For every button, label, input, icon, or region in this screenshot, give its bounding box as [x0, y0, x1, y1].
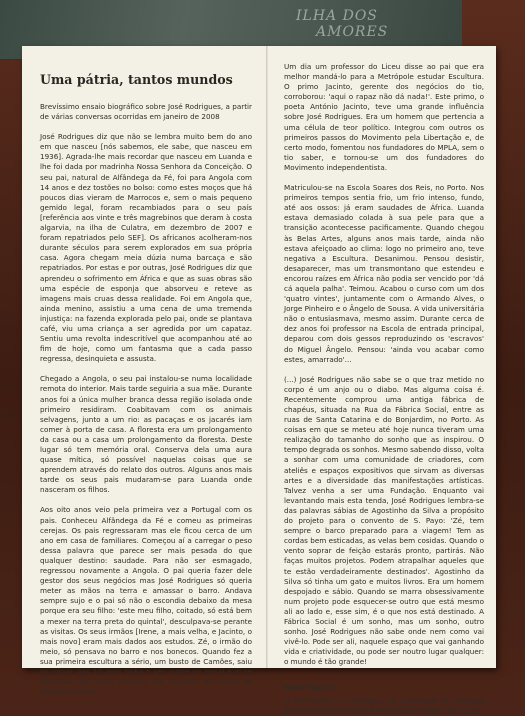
- paragraph: Matriculou-se na Escola Soares dos Reis, no Porto. Nos primeiros tempos sentia frio, um frio intenso, fundo, até aos ossos: já eram saudades de África. Luanda estava demasiado colada à sua pele para que a transição acontecesse pacificamente. Quando chegou às Belas Artes, alguns anos mais tarde, ainda não estava afeiçoado ao clima: logo no primeiro ano, teve negativa a Escultura. Desanimou. Pensou desistir, desaparecer, mas um transmontano que estendeu e encorou raízes em África não podia ser vencido por 'dá cá aquela palha'. Teimou. Acabou o curso com um dos 'quatro vintes', juntamente com o Armando Alves, o Jorge Pinheiro e o Ângelo de Sousa. A vida universitária não o entusiasmava, mesmo assim. Durante cerca de dez anos foi professor na Escola de entrada principal, deparou com dois gessos reproduzindo os 'escravos' do Miguel Ângelo. Pensou: 'ainda vou acabar como estes, amarrado'...: [284, 183, 484, 364]
- left-column: [40, 62, 252, 707]
- right-column: [284, 62, 484, 716]
- paragraph: José Rodrigues diz que não se lembra muito bem do ano em que nasceu [nós sabemos, ele sabe, que nasceu em 1936]. Agrada-lhe mais recordar que nasceu em Luanda e lhe foi dada por madrinha Nossa Senhora da Conceição. O seu pai, natural de Alfândega da Fé, foi para Angola com 14 anos e dez tostões no bolso: como estes moços que há poucos dias vieram de Marrocos e, sem o mais pequeno gemido legal, foram recambiados para o seu país [referência aos vinte e três magrebinos que deram à costa algarvia, na ilha de Culatra, em dezembro de 2007 e foram repatriados pelo SEF]. Os africanos acolheram-nos durante séculos para serem explorados em sua própria casa. Agora chegam meia dúzia numa barcaça e são repatriados. Por estas e por outras, José Rodrigues diz que aprendeu o sofrimento em África e que as suas obras são uma espécie de esponja que absorveu e reteve as imagens mais cruas dessa realidade. Foi em Angola que, ainda menino, assistiu a uma cena de uma tremenda injustiça: na fazenda explorada pelo pai, onde se plantava café, viu uma criança a ser agredida por um capataz. Sentiu uma revolta indescritível que acompanhou até ao fim de hoje, como um fantasma que a cada passo regressa, desinquieta e assusta.: [40, 132, 252, 364]
- paragraph: Um dia um professor do Liceu disse ao pai que era melhor mandá-lo para a Metrópole estudar Escultura. O primo Jacinto, gerente dos negócios do tio, corroborou: 'aqui o rapaz não dá nada!'. Este primo, o poeta António Jacinto, teve uma grande influência sobre José Rodrigues. Era um homem que pertencia a uma célula de teor político. Integrou com outros os primeiros passos do Movimento pela Libertação e, de certo modo, fomentou nos fundadores do MPLA, sem o tio saber, e tornou-se um dos fundadores do Movimento independentista.: [284, 62, 484, 172]
- paragraph: (...) José Rodrigues não sabe se o que traz metido no corpo é um anjo ou o diabo. Mas alguma coisa é. Recentemente comprou uma antiga fábrica de chapéus, situada na Rua da Fábrica Social, entre as ruas de Santa Catarina e do Bonjardim, no Porto. As coisas em que se meteu até hoje nunca tiveram uma realização do tamanho do sonho que as inspirou. O tempo degrada os sonhos. Mesmo sabendo disso, volta a sonhar com uma comunidade de criadores, com ateliês e espaços expositivos que sirvam as diversas artes e a diversidade das manifestações artísticas. Talvez venha a ser uma Fundação. Enquanto vai levantando mais esta tenda, José Rodrigues lembra-se das palavras sábias de Agostinho da Silva a propósito do projeto para o convento de S. Payo: 'Zé, tem sempre o barco preparado para a viagem! Tem as cordas bem esticadas, as velas bem cosidas. Quando o vento soprar de feição estarás pronto, partirás. Não faças muitos projetos. Podem atrapalhar aqueles que te estão verdadeiramente destinados'. Agostinho da Silva só tinha um gato e muitos livros. Era um homem despojado e sábio. Quando se marra obsessivamente num projeto pode esquecer-se outro que está mesmo ali ao lado e, esse sim, é o que nos está destinado. A Fábrica Social é um sonho, mas um sonho, outro sonho. José Rodrigues não sabe onde nem como vai vivê-lo. Pode ser ali, naquele espaço que vai ganhando vida e criatividade, ou pode ser noutro lugar qualquer: o mundo é tão grande!: [284, 374, 484, 667]
- page-fold: [266, 46, 268, 668]
- book-cover-title: ILHA DOS AMORES: [296, 8, 389, 40]
- author-name: Nuno Higino: [284, 683, 334, 693]
- article-title: Uma pátria, tantos mundos: [40, 72, 233, 87]
- author-credentials: In Humanística e Teologia, ed. Faculdade de Teologia da Universidade Católica Portuguesa (Porto). 02.12.12: [284, 695, 484, 715]
- paragraph: Chegado a Angola, o seu pai instalou-se numa localidade remota do interior. Mais tarde seguiria a sua mãe. Durante anos foi a única mulher branca dessa região isolada onde primeiro residiram. Coabitavam com os animais selvagens, junto a um rio: as pacaças e os jacarés iam comer à porta de casa. A floresta era um prolongamento da casa ou a casa um prolongamento da floresta. Deste lugar só tem memória oral. Conserva dela uma aura quase mítica, só possível naquelas coisas que se aprendem através do relato dos outros. Alguns anos mais tarde os seus pais mudaram-se para Luanda onde nasceram os filhos.: [40, 374, 252, 495]
- signature-block: [284, 683, 484, 715]
- paragraph: Aos oito anos veio pela primeira vez a Portugal com os pais. Conheceu Alfândega da Fé e comeu as primeiras cerejas. Os pais regressaram mas ele ficou cerca de um ano em casa de familiares. Começou aí a carregar o peso dessa palavra que parece ser mais pesada do que qualquer destino: saudade. Para não ser esmagado, regressou novamente a Angola. O pai queria fazer dele gestor dos seus negócios mas José Rodrigues só queria meter as mãos na terra e amassar o barro. Andava sempre sujo e o pai só não o escondia debaixo da mesa porque era seu filho: 'este meu filho, coitado, só está bem a mexer na terra preta do quintal', desculpava-se perante as visitas. Os seus irmãos [Irene, a mais velha, e Jacinto, o mais novo] eram mais dados aos estudos. Zé, o irmão do meio, só pensava no barro e nos bonecos. Quando fez a sua primeira escultura a sério, um busto de Camões, saiu no jornal. Aos 10 anos tinha o seu nome no jornal e aí se afirmava que tinha nascido um escultor. Às vezes os jornais acertam.: [40, 505, 252, 697]
- article-subtitle: Brevíssimo ensaio biográfico sobre José Rodrigues, a partir de várias conversas ocorridas em janeiro de 2008: [40, 102, 252, 122]
